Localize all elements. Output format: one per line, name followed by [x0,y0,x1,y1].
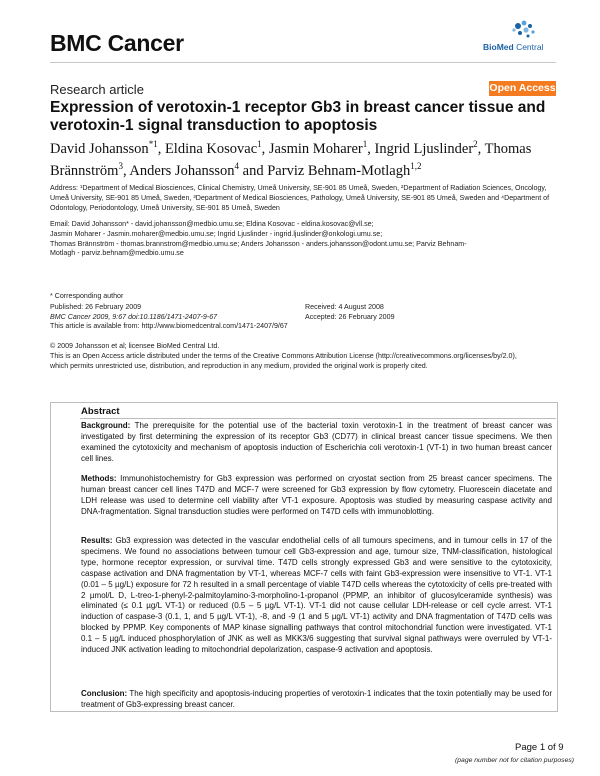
section-label: Results: [81,536,113,545]
author-list: David Johansson$^{*1}$, Eldina Kosovac$^1$, Jasmin Moharer$^1$, Ingrid Ljuslinder$^2$, Thomas Brännström$^3$, Anders Johansson$^4$ and Parviz Behnam-Motlagh$^{1,2}$ [50,139,532,179]
author-name: David Johansson [50,140,149,157]
page-number: Page 1 of 9 [515,742,564,753]
article-title: Expression of verotoxin-1 receptor Gb3 in breast cancer tissue and verotoxin-1 signal transduction to apoptosis [50,99,546,134]
license-line: which permits unrestricted use, distribution, and reproduction in any medium, provided the original work is properly cited. [50,361,428,370]
publisher-name: BioMed Central [483,42,544,52]
section-label: Methods: [81,474,117,483]
author-affiliation-mark: 2 [473,139,478,149]
email-line: Email: David Johansson* - david.johansson@medbio.umu.se; Eldina Kosovac - eldina.kosovac@vll.se; [50,220,374,228]
author-name: Ingrid Ljuslinder [374,140,474,157]
abstract-results: Results: Gb3 expression was detected in the vascular endothelial cells of all tumours specimens, and in tumour cells in 17 of the specimens. We found no associations between tumour cell Gb3-expression and age, tumour size, TNM-classification, histological type, hormone receptor expression, or survival time. T47D cells strongly expressed Gb3 and were sensitive to the cytotoxicity, caspase activation and DNA fragmentation by VT-1, whereas MCF-7 cells with faint Gb3-expression were insensitive to VT-1. VT-1 (0.01 – 5 µg/L) exposure for 72 h resulted in a small percentage of viable T47D cells whereas the cytotoxicity of cells pre-treated with 2 µmol/L D, L-treo-1-phenyl-2-palmitoylamino-3-morpholino-1-propanol (PPMP, an inhibitor of glucosylceramide synthesis) was eliminated (≤ 0.1 µg/L VT-1) or reduced (0.5 – 5 µg/L VT-1). VT-1 did not cause cellular LDH-release or cell cycle arrest. VT-1 induction of caspase-3 (0.1, 1, and 5 µg/L VT-1), -8, and -9 (1 and 5 µg/L VT-1) activity and DNA fragmentation of T47D cells was blocked by PPMP. Key components of MAP kinase signalling pathways that control mitochondrial function were investigated. VT-1 0.1 – 5 µg/L induced phosphorylation of JNK as well as MKK3/6 suggesting that survival signal pathways were overruled by VT-1-induced JNK activation leading to mitochondrial depolarization, caspase-9 activation and apoptosis. [81,536,552,655]
article-type: Research article [50,82,144,97]
author-name: Eldina Kosovac [164,140,258,157]
journal-title: BMC Cancer [50,30,184,56]
author-name: Anders Johansson [129,162,235,179]
abstract-heading: Abstract [81,406,120,417]
copyright-line: © 2009 Johansson et al; licensee BioMed Central Ltd. [50,342,220,350]
author-affiliation-mark: 1 [257,139,262,149]
email-line: Motlagh - parviz.behnam@medbio.umu.se [50,249,184,258]
author-affiliation-mark: *1 [148,139,158,149]
affiliations: Address: ¹Department of Medical Biosciences, Clinical Chemistry, Umeå University, SE-901 85 Umeå, Sweden, ²Department of Radiation Sciences, Oncology, Umeå University, SE-901 85 Umeå, Sweden, ³Department of Medical Biosciences, Pathology, Umeå University, SE-901 85 Umeå, Sweden and ⁴Department of Odontology, Periodontology, Umeå University, SE-901 85 Umeå, Sweden [50,184,550,212]
license-line: This is an Open Access article distributed under the terms of the Creative Commons Attribution License (http://creativecommons.org/licenses/by/2.0), [50,351,517,360]
received-date: Received: 4 August 2008 [305,303,384,311]
abstract-background: Background: The prerequisite for the potential use of the bacterial toxin verotoxin-1 in the treatment of breast cancer was investigated by first determining the expression of its receptor Gb3 (CD77) in clinical breast cancer tissue specimens. We then examined the cytotoxicity and mechanism of apoptosis induction of Escherichia coli verotoxin-1 (VT-1) in two human breast cancer cell lines. [81,421,552,463]
published-date: Published: 26 February 2009 [50,303,142,311]
section-label: Conclusion: [81,689,128,698]
email-line: Jasmin Moharer - Jasmin.moharer@medbio.umu.se; Ingrid Ljuslinder - ingrid.ljuslinder@onkologi.umu.se; [50,229,383,238]
accepted-date: Accepted: 26 February 2009 [305,312,395,321]
author-name: Jasmin Moharer [268,140,363,157]
abstract-divider [80,418,556,419]
email-line: Thomas Brännström - thomas.brannstrom@medbio.umu.se; Anders Johansson - anders.johansson@odont.umu.se; Parviz Behnam- [50,239,467,248]
author-affiliation-mark: 3 [118,160,123,171]
page-note: (page number not for citation purposes) [455,757,575,764]
abstract-methods: Methods: Immunohistochemistry for Gb3 expression was performed on cryostat section from 25 breast cancer specimens. The human breast cancer cell lines T47D and MCF-7 were screened for Gb3 expression by flow cytometry. Fluorescein diacetate and LDH release was used to determine cell viability after VT-1 exposure. Apoptosis was studied by measuring caspase activity and DNA-fragmentation. Signal transduction studies were performed on T47D cells with immunoblotting. [81,474,552,516]
publication-info [50,303,290,323]
author-name: Parviz Behnam-Motlagh [267,162,411,179]
author-affiliation-mark: 1,2 [410,160,422,171]
citation: BMC Cancer 2009, 9:67 doi:10.1186/1471-2407-9-67 [50,312,218,321]
open-access-badge: Open Access [489,82,556,94]
email-list [50,220,558,259]
abstract-conclusion: Conclusion: The high specificity and apoptosis-inducing properties of verotoxin-1 indicates that the toxin potentially may be used for treatment of Gb3-expressing breast cancer. [81,689,552,709]
corresponding-author-note: * Corresponding author [50,292,124,300]
author-affiliation-mark: 4 [234,160,240,171]
author-affiliation-mark: 1 [362,139,368,149]
dates-info [305,303,545,323]
header-divider [50,62,556,63]
author-name: Thomas Brännström [50,140,532,179]
license-block [50,342,558,371]
section-label: Background: [81,421,131,430]
article-url[interactable]: This article is available from: http://www.biomedcentral.com/1471-2407/9/67 [50,322,288,330]
